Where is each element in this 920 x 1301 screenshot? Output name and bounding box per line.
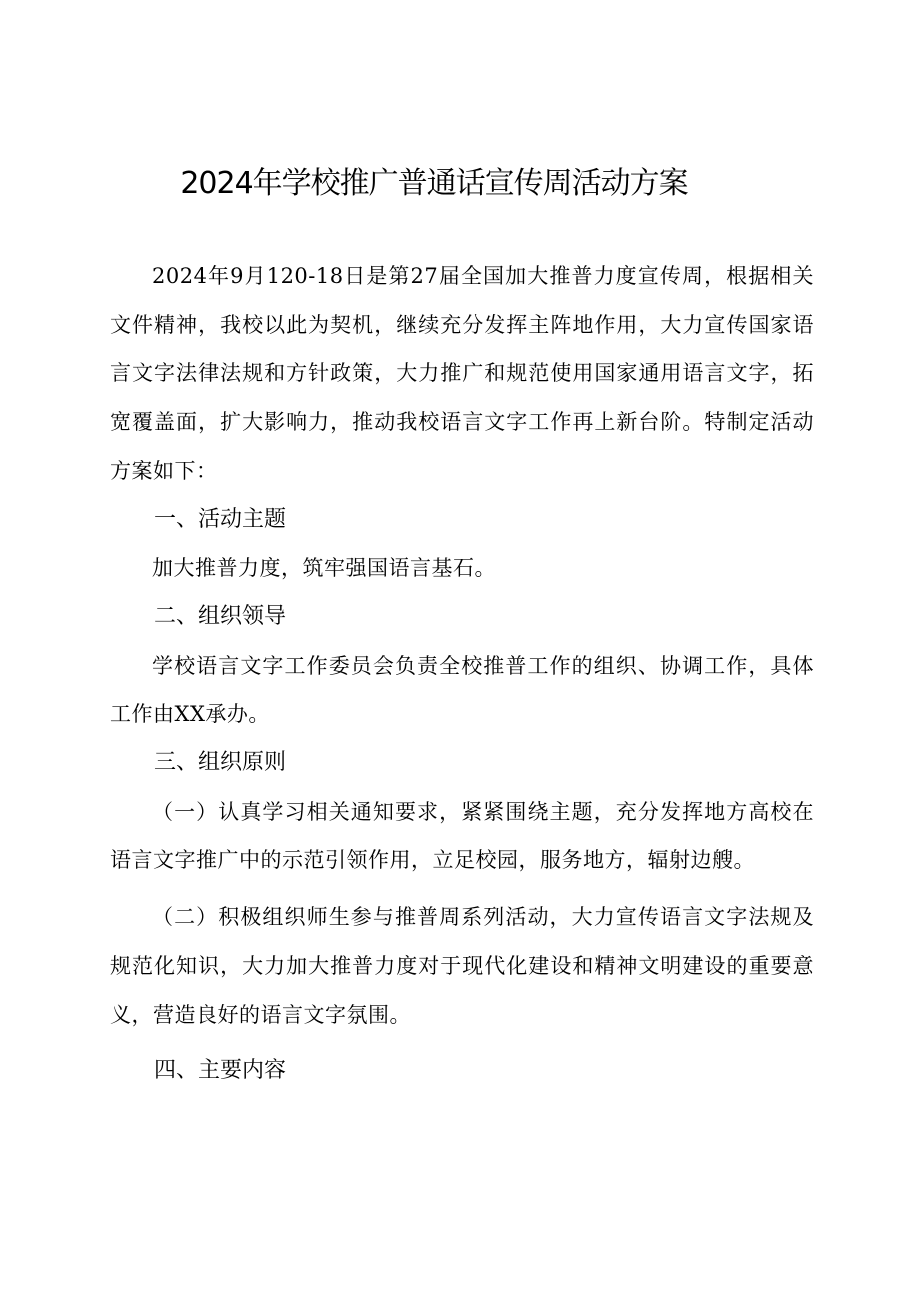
intro-paragraph: 2024年9月120-18日是第27届全国加大推普力度宣传周，根据相关文件精神，我校以此为契机，继续充分发挥主阵地作用，大力宣传国家语言文字法律法规和方针政策，大力推广和规范使用国家通用语言文字，拓宽覆盖面，扩大影响力，推动我校语言文字工作再上新台阶。特制定活动方案如下： (110, 264, 814, 483)
document-title: 2024年学校推广普通话宣传周活动方案 (180, 166, 688, 201)
section-paragraph-principle-1: （一）认真学习相关通知要求，紧紧围绕主题，充分发挥地方高校在语言文字推广中的示范引领作用，立足校园，服务地方，辐射边艘。 (110, 799, 814, 873)
section-heading-content: 四、主要内容 (154, 1058, 287, 1084)
section-heading-theme: 一、活动主题 (154, 506, 287, 532)
document-body (110, 252, 814, 1096)
section-paragraph-theme: 加大推普力度，筑牢强国语言基石。 (152, 556, 496, 581)
section-paragraph-principle-2: （二）积极组织师生参与推普周系列活动，大力宣传语言文字法规及规范化知识，大力加大推普力度对于现代化建设和精神文明建设的重要意义，营造良好的语言文字氛围。 (110, 905, 814, 1027)
section-heading-principles: 三、组织原则 (154, 750, 287, 776)
section-paragraph-leadership: 学校语言文字工作委员会负责全校推普工作的组织、协调工作，具体工作由XX承办。 (110, 653, 814, 727)
section-heading-leadership: 二、组织领导 (154, 603, 287, 629)
